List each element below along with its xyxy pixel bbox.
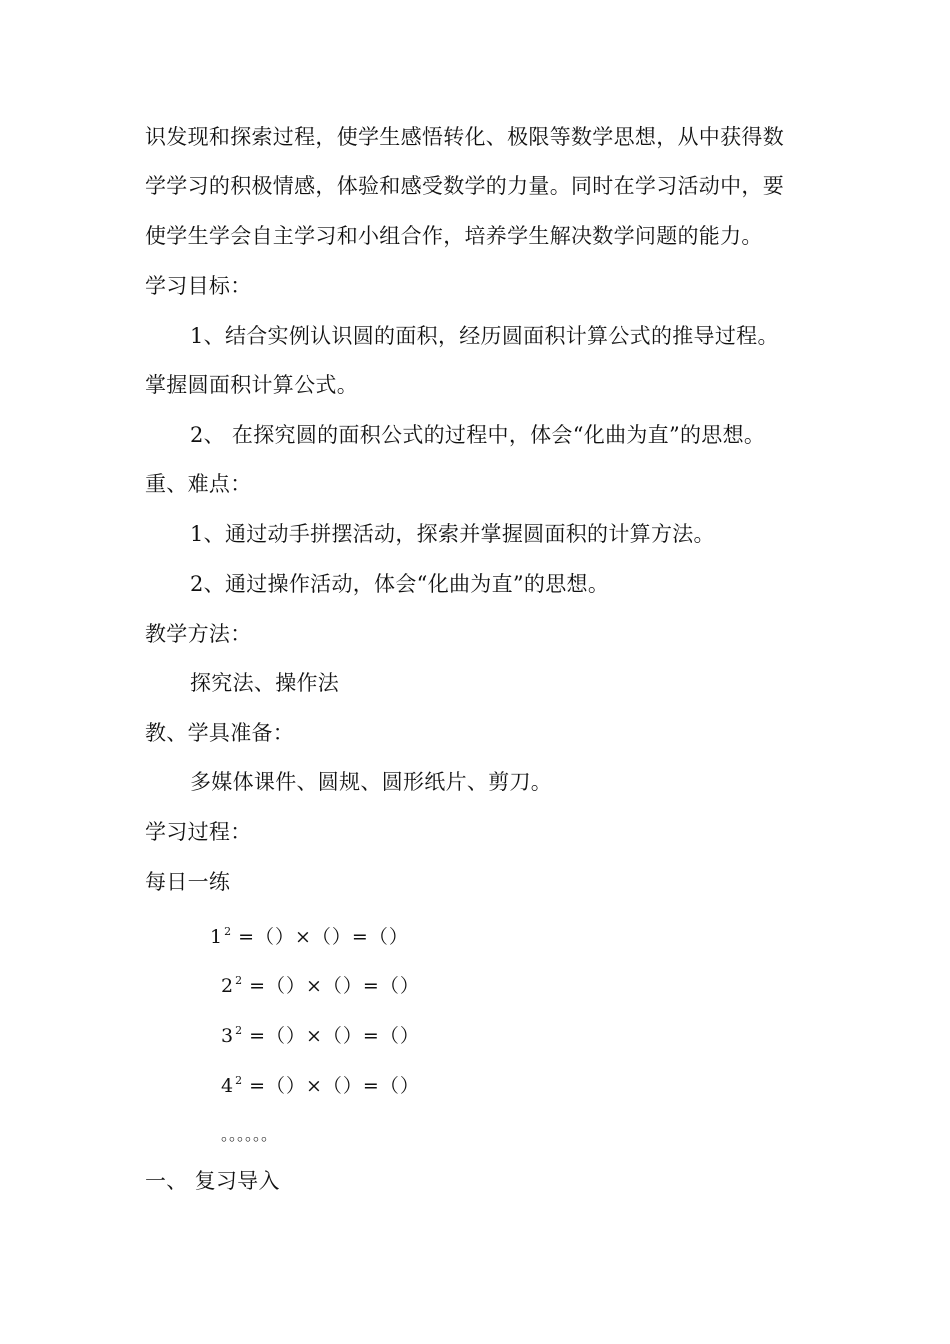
objective-item-1-continued: 掌握圆面积计算公式。 — [145, 373, 358, 397]
intro-line-2: 学学习的积极情感，体验和感受数学的力量。同时在学习活动中，要 — [145, 174, 784, 198]
objective-item-2: 2、 在探究圆的面积公式的过程中，体会“化曲为直”的思想。 — [190, 423, 766, 447]
exercise-expression: =（）×（）=（） — [249, 1025, 420, 1047]
objective-item-1: 1、结合实例认识圆的面积，经历圆面积计算公式的推导过程。 — [190, 324, 779, 348]
key-point-item-2: 2、通过操作活动，体会“化曲为直”的思想。 — [190, 572, 610, 596]
daily-practice-heading: 每日一练 — [145, 870, 231, 894]
exercise-ellipsis: 。。。。。。 — [221, 1125, 278, 1144]
exercise-exponent: 2 — [235, 1024, 244, 1037]
materials-heading: 教、学具准备： — [145, 721, 295, 745]
methods-heading: 教学方法： — [145, 622, 252, 646]
exercise-base: 2 — [221, 975, 235, 997]
exercise-expression: =（）×（）=（） — [249, 975, 420, 997]
exercise-row — [210, 917, 409, 952]
exercise-base: 3 — [221, 1025, 235, 1047]
key-points-heading: 重、难点： — [145, 472, 252, 496]
exercise-base: 1 — [210, 926, 224, 948]
materials-text: 多媒体课件、圆规、圆形纸片、剪刀。 — [190, 770, 553, 794]
exercise-exponent: 2 — [224, 925, 233, 938]
exercise-row — [221, 1016, 420, 1051]
key-point-item-1: 1、通过动手拼摆活动，探索并掌握圆面积的计算方法。 — [190, 522, 715, 546]
exercise-exponent: 2 — [235, 1074, 244, 1087]
exercise-row — [221, 966, 420, 1001]
exercise-base: 4 — [221, 1075, 235, 1097]
exercise-row — [221, 1066, 420, 1101]
exercise-expression: =（）×（）=（） — [238, 926, 409, 948]
intro-line-1: 识发现和探索过程，使学生感悟转化、极限等数学思想，从中获得数 — [145, 125, 784, 149]
exercise-expression: =（）×（）=（） — [249, 1075, 420, 1097]
process-heading: 学习过程： — [145, 820, 252, 844]
intro-line-3: 使学生学会自主学习和小组合作，培养学生解决数学问题的能力。 — [145, 224, 763, 248]
methods-text: 探究法、操作法 — [190, 671, 340, 695]
objectives-heading: 学习目标： — [145, 274, 252, 298]
section-1-heading: 一、 复习导入 — [145, 1169, 280, 1193]
exercise-exponent: 2 — [235, 974, 244, 987]
